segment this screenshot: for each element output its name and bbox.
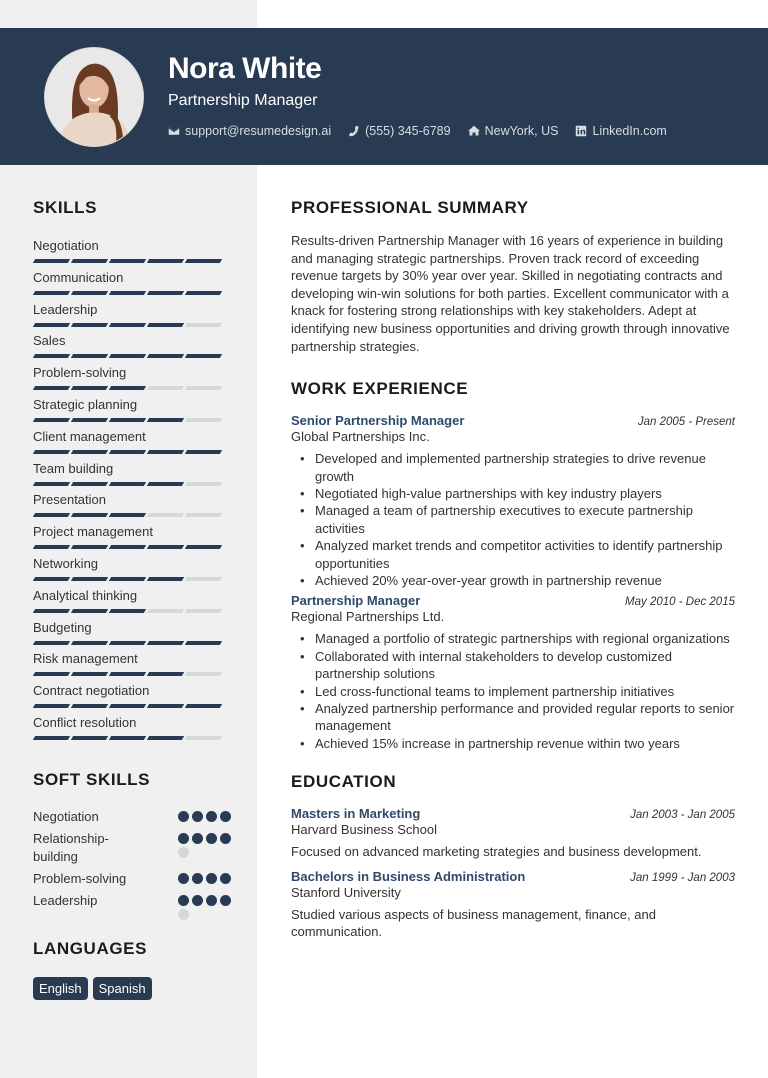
skill-bar-filled: [71, 291, 108, 295]
soft-skill-name: Negotiation: [33, 809, 99, 824]
skill-item: [33, 524, 233, 556]
job-date: Jan 2005 - Present: [637, 416, 735, 429]
skill-bar-filled: [109, 482, 146, 486]
skills-list: [33, 238, 233, 747]
skill-bar-empty: [147, 609, 184, 613]
skill-bar-filled: [71, 386, 108, 390]
skill-level-bar: [33, 704, 233, 708]
candidate-title: Partnership Manager: [168, 92, 318, 109]
skill-bar-filled: [185, 641, 222, 645]
skill-bar-empty: [185, 323, 222, 327]
rating-dot-empty: [178, 909, 189, 920]
soft-skill-rating: [178, 830, 233, 866]
rating-dot-filled: [178, 833, 189, 844]
soft-skills-heading: SOFT SKILLS: [33, 770, 151, 789]
language-pill-spanish: Spanish: [93, 977, 152, 1000]
skill-bar-filled: [109, 386, 146, 390]
skill-name: Project management: [33, 524, 153, 540]
location-text: NewYork, US: [484, 124, 559, 138]
skill-bar-filled: [147, 704, 184, 708]
rating-dot-filled: [192, 873, 203, 884]
skill-name: Contract negotiation: [33, 683, 150, 699]
job-bullet: • Analyzed partnership performance and provided regular reports to senior management: [291, 700, 735, 735]
skill-item: [33, 620, 233, 652]
rating-dot-empty: [178, 847, 189, 858]
skill-name: Strategic planning: [33, 396, 138, 412]
contact-location: [468, 124, 559, 138]
skill-bar-filled: [71, 609, 108, 613]
skill-name: Budgeting: [33, 619, 92, 635]
skill-item: [33, 683, 233, 715]
summary-heading: PROFESSIONAL SUMMARY: [291, 198, 529, 217]
envelope-icon: [168, 125, 180, 137]
job-bullet: • Negotiated high-value partnerships with key industry players: [291, 485, 735, 502]
skill-bar-filled: [185, 259, 222, 263]
skill-bar-empty: [147, 386, 184, 390]
email-text: support@resumedesign.ai: [185, 124, 332, 138]
skill-bar-filled: [71, 641, 108, 645]
soft-skill-name: Leadership: [33, 893, 98, 908]
skill-bar-filled: [33, 545, 70, 549]
skill-bar-filled: [147, 323, 184, 327]
experience-heading: WORK EXPERIENCE: [291, 379, 469, 399]
education-date: Jan 1999 - Jan 2003: [630, 871, 735, 884]
skill-name: Sales: [33, 333, 66, 349]
soft-skill-item: [33, 892, 233, 920]
skill-bar-filled: [33, 672, 70, 676]
skill-bar-filled: [147, 482, 184, 486]
skill-name: Conflict resolution: [33, 714, 137, 730]
job-bullet: • Analyzed market trends and competitor activities to identify partnership opportunities: [291, 537, 735, 572]
skill-name: Presentation: [33, 492, 106, 508]
languages-section: [33, 939, 152, 1000]
job-title: Partnership Manager: [291, 593, 421, 609]
skill-level-bar: [33, 386, 233, 390]
skill-bar-filled: [71, 482, 108, 486]
skill-bar-empty: [147, 513, 184, 517]
skill-item: [33, 333, 233, 365]
skill-bar-filled: [33, 513, 70, 517]
rating-dot-filled: [206, 833, 217, 844]
soft-skill-rating: [178, 892, 233, 920]
skill-bar-filled: [71, 704, 108, 708]
skill-name: Communication: [33, 269, 124, 285]
skill-bar-filled: [147, 736, 184, 740]
skill-bar-filled: [71, 513, 108, 517]
skill-bar-filled: [33, 418, 70, 422]
skills-section: [33, 198, 233, 747]
skill-bar-filled: [147, 259, 184, 263]
skill-item: [33, 397, 233, 429]
language-pills: [33, 977, 152, 1000]
linkedin-text: LinkedIn.com: [592, 124, 667, 138]
job-bullet: • Achieved 15% increase in partnership revenue within two years: [291, 735, 735, 752]
skill-bar-filled: [185, 291, 222, 295]
job-bullet: • Developed and implemented partnership strategies to drive revenue growth: [291, 450, 735, 485]
skill-item: [33, 715, 233, 747]
skill-level-bar: [33, 577, 233, 581]
job-bullet: • Managed a portfolio of strategic partnerships with regional organizations: [291, 630, 735, 647]
job-bullets: [291, 450, 735, 589]
job-bullet: • Led cross-functional teams to implement partnership initiatives: [291, 683, 735, 700]
job-entry: [291, 593, 735, 752]
skill-bar-filled: [109, 291, 146, 295]
skill-bar-filled: [185, 450, 222, 454]
rating-dot-filled: [192, 895, 203, 906]
skill-bar-filled: [147, 577, 184, 581]
skill-bar-empty: [185, 482, 222, 486]
job-date: May 2010 - Dec 2015: [625, 596, 735, 609]
skill-bar-filled: [109, 704, 146, 708]
soft-skill-rating: [178, 870, 233, 888]
skill-bar-filled: [147, 672, 184, 676]
skills-heading: SKILLS: [33, 198, 98, 217]
contact-phone[interactable]: [348, 124, 450, 138]
skill-bar-filled: [147, 291, 184, 295]
skill-bar-filled: [109, 450, 146, 454]
school-name: Harvard Business School: [291, 822, 437, 838]
soft-skill-name: Problem-solving: [33, 871, 127, 886]
rating-dot-filled: [178, 811, 189, 822]
skill-level-bar: [33, 545, 233, 549]
summary-text: Results-driven Partnership Manager with 16 years of experience in building and managing strategic partnerships. Proven track record of exceeding revenue targets by 30% year over year. Skilled in negotiating contracts and developing win-win solutions for both parties. Excellent communicator with a knack for fostering strong relationships with key stakeholders. Adept at identifying new business opportunities and driving growth through innovative partnership strategies.: [291, 233, 730, 354]
rating-dot-filled: [220, 895, 231, 906]
rating-dot-filled: [192, 833, 203, 844]
skill-level-bar: [33, 323, 233, 327]
degree-title: Masters in Marketing: [291, 806, 421, 822]
soft-skill-rating: [178, 808, 233, 826]
rating-dot-filled: [206, 873, 217, 884]
skill-bar-filled: [71, 545, 108, 549]
education-entry: [291, 806, 735, 860]
language-pill-english: English: [33, 977, 88, 1000]
skill-bar-filled: [109, 354, 146, 358]
skill-bar-filled: [71, 577, 108, 581]
skill-bar-filled: [71, 736, 108, 740]
skill-bar-filled: [109, 577, 146, 581]
skill-item: [33, 492, 233, 524]
skill-bar-filled: [33, 323, 70, 327]
skill-name: Negotiation: [33, 238, 99, 253]
soft-skills-list: [33, 808, 233, 920]
skill-bar-empty: [185, 736, 222, 740]
skill-bar-filled: [33, 641, 70, 645]
profile-photo: [44, 47, 144, 147]
skill-item: [33, 365, 233, 397]
skill-level-bar: [33, 450, 233, 454]
skill-bar-filled: [33, 386, 70, 390]
skill-bar-filled: [109, 545, 146, 549]
job-company: Global Partnerships Inc.: [291, 429, 430, 445]
rating-dot-filled: [206, 811, 217, 822]
skill-item: [33, 429, 233, 461]
rating-dot-filled: [178, 895, 189, 906]
phone-text: (555) 345-6789: [365, 124, 451, 138]
skill-bar-filled: [33, 354, 70, 358]
job-bullet: • Collaborated with internal stakeholders to develop customized partnership solutions: [291, 648, 735, 683]
skill-bar-filled: [71, 323, 108, 327]
candidate-name: Nora White: [168, 52, 322, 85]
education-section: [291, 772, 735, 940]
skill-bar-filled: [109, 323, 146, 327]
skill-level-bar: [33, 354, 233, 358]
rating-dot-filled: [220, 833, 231, 844]
skill-bar-filled: [71, 259, 108, 263]
skill-item: [33, 556, 233, 588]
skill-bar-filled: [185, 545, 222, 549]
rating-dot-filled: [178, 873, 189, 884]
skill-level-bar: [33, 291, 233, 295]
skill-level-bar: [33, 609, 233, 613]
skill-bar-filled: [109, 641, 146, 645]
resume-header: [0, 28, 768, 165]
skill-bar-filled: [33, 609, 70, 613]
contact-email[interactable]: [168, 124, 331, 138]
skill-bar-filled: [185, 354, 222, 358]
rating-dot-filled: [192, 811, 203, 822]
skill-item: [33, 270, 233, 302]
skill-bar-filled: [71, 418, 108, 422]
skill-bar-empty: [185, 386, 222, 390]
skill-bar-filled: [109, 513, 146, 517]
skill-bar-filled: [109, 609, 146, 613]
skill-bar-filled: [71, 672, 108, 676]
skill-bar-filled: [33, 450, 70, 454]
rating-dot-filled: [220, 873, 231, 884]
job-title: Senior Partnership Manager: [291, 413, 465, 429]
skill-name: Analytical thinking: [33, 587, 138, 603]
skill-bar-empty: [185, 672, 222, 676]
education-description: Studied various aspects of business management, finance, and communication.: [291, 906, 656, 940]
skill-bar-filled: [147, 641, 184, 645]
skill-level-bar: [33, 513, 233, 517]
skill-name: Team building: [33, 460, 114, 476]
skill-bar-filled: [147, 450, 184, 454]
phone-icon: [348, 125, 360, 137]
skill-bar-filled: [147, 354, 184, 358]
school-name: Stanford University: [291, 884, 401, 900]
skill-name: Problem-solving: [33, 365, 127, 381]
skill-bar-filled: [71, 354, 108, 358]
main-content: [291, 198, 735, 944]
skill-bar-filled: [33, 736, 70, 740]
person-portrait-icon: [45, 48, 143, 146]
skill-bar-filled: [33, 259, 70, 263]
skill-level-bar: [33, 482, 233, 486]
skill-bar-empty: [185, 609, 222, 613]
home-icon: [468, 125, 480, 137]
soft-skills-section: [33, 770, 233, 924]
skill-level-bar: [33, 259, 233, 263]
degree-title: Bachelors in Business Administration: [291, 868, 526, 884]
job-company: Regional Partnerships Ltd.: [291, 609, 445, 625]
skill-bar-filled: [33, 291, 70, 295]
skill-name: Risk management: [33, 651, 138, 667]
skill-item: [33, 651, 233, 683]
skill-bar-filled: [33, 577, 70, 581]
skill-bar-filled: [33, 482, 70, 486]
skill-name: Leadership: [33, 301, 98, 317]
skill-bar-empty: [185, 513, 222, 517]
job-bullet: • Achieved 20% year-over-year growth in partnership revenue: [291, 572, 735, 589]
rating-dot-filled: [206, 895, 217, 906]
skill-bar-filled: [71, 450, 108, 454]
skill-item: [33, 588, 233, 620]
skill-bar-filled: [147, 545, 184, 549]
skill-bar-filled: [147, 418, 184, 422]
skill-bar-empty: [185, 418, 222, 422]
soft-skill-item: [33, 808, 233, 826]
skill-bar-filled: [185, 704, 222, 708]
education-heading: EDUCATION: [291, 772, 397, 792]
skill-level-bar: [33, 736, 233, 740]
soft-skill-name: Relationship-building: [33, 831, 109, 864]
rating-dot-filled: [220, 811, 231, 822]
skill-level-bar: [33, 418, 233, 422]
skill-bar-filled: [109, 736, 146, 740]
languages-heading: LANGUAGES: [33, 939, 148, 958]
job-bullets: [291, 630, 735, 752]
soft-skill-item: [33, 870, 233, 888]
skill-name: Client management: [33, 428, 146, 444]
contact-info: [168, 124, 667, 138]
contact-linkedin[interactable]: [575, 124, 666, 138]
education-description: Focused on advanced marketing strategies and business development.: [291, 844, 702, 860]
skill-bar-filled: [109, 672, 146, 676]
job-bullet: • Managed a team of partnership executives to execute partnership activities: [291, 502, 735, 537]
skill-name: Networking: [33, 555, 99, 571]
skill-item: [33, 238, 233, 270]
job-entry: [291, 413, 735, 589]
skill-bar-empty: [185, 577, 222, 581]
linkedin-icon: [575, 125, 587, 137]
skill-level-bar: [33, 672, 233, 676]
education-entry: [291, 869, 735, 941]
skill-bar-filled: [109, 259, 146, 263]
soft-skill-item: [33, 830, 233, 866]
skill-bar-filled: [33, 704, 70, 708]
skill-level-bar: [33, 641, 233, 645]
skill-item: [33, 461, 233, 493]
skill-item: [33, 302, 233, 334]
skill-bar-filled: [109, 418, 146, 422]
education-date: Jan 2003 - Jan 2005: [630, 809, 735, 822]
